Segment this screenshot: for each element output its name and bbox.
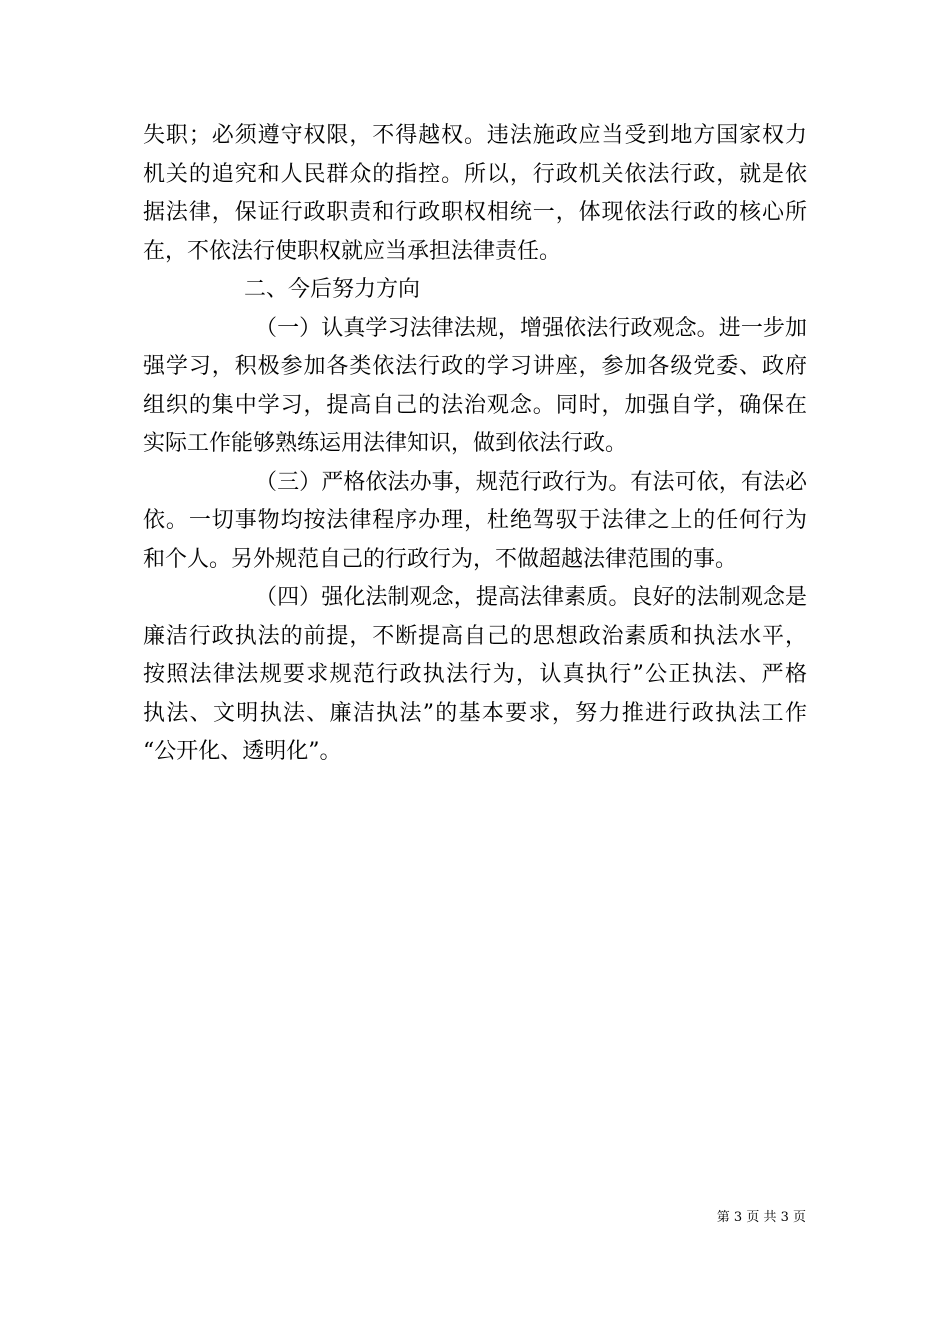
page-number-footer: 第 3 页 共 3 页 [716, 1210, 806, 1225]
paragraph-lead-line: （四）强化法制观念，提高法律素质。良好的法制观念是 [255, 585, 807, 610]
paragraph-lead-line: （三）严格依法办事，规范行政行为。有法可依，有法必 [255, 469, 807, 495]
text-line: 强学习，积极参加各类依法行政的学习讲座，参加各级党委、政府 [143, 354, 807, 379]
text-line: 执法、文明执法、廉洁执法”的基本要求，努力推进行政执法工作 [143, 700, 807, 726]
text-line: 和个人。另外规范自己的行政行为，不做超越法律范围的事。 [143, 546, 738, 572]
text-line: 据法律，保证行政职责和行政职权相统一，体现依法行政的核心所 [143, 200, 807, 225]
document-body [143, 117, 807, 772]
text-line: “公开化、透明化”。 [143, 739, 342, 764]
text-line: 廉洁行政执法的前提，不断提高自己的思想政治素质和执法水平， [143, 623, 807, 649]
text-line: 机关的追究和人民群众的指控。所以，行政机关依法行政，就是依 [143, 161, 807, 187]
text-line: 实际工作能够熟练运用法律知识，做到依法行政。 [143, 431, 628, 456]
text-line: 按照法律法规要求规范行政执法行为，认真执行”公正执法、严格 [143, 662, 807, 687]
text-line: 依。一切事物均按法律程序办理，杜绝驾驭于法律之上的任何行为 [143, 508, 807, 533]
paragraph-lead-line: （一）认真学习法律法规，增强依法行政观念。进一步加 [255, 315, 807, 341]
text-line: 组织的集中学习，提高自己的法治观念。同时，加强自学，确保在 [143, 392, 807, 418]
section-heading: 二、今后努力方向 [244, 277, 421, 302]
text-line: 在，不依法行使职权就应当承担法律责任。 [143, 238, 562, 264]
text-line: 失职；必须遵守权限，不得越权。违法施政应当受到地方国家权力 [143, 123, 807, 148]
